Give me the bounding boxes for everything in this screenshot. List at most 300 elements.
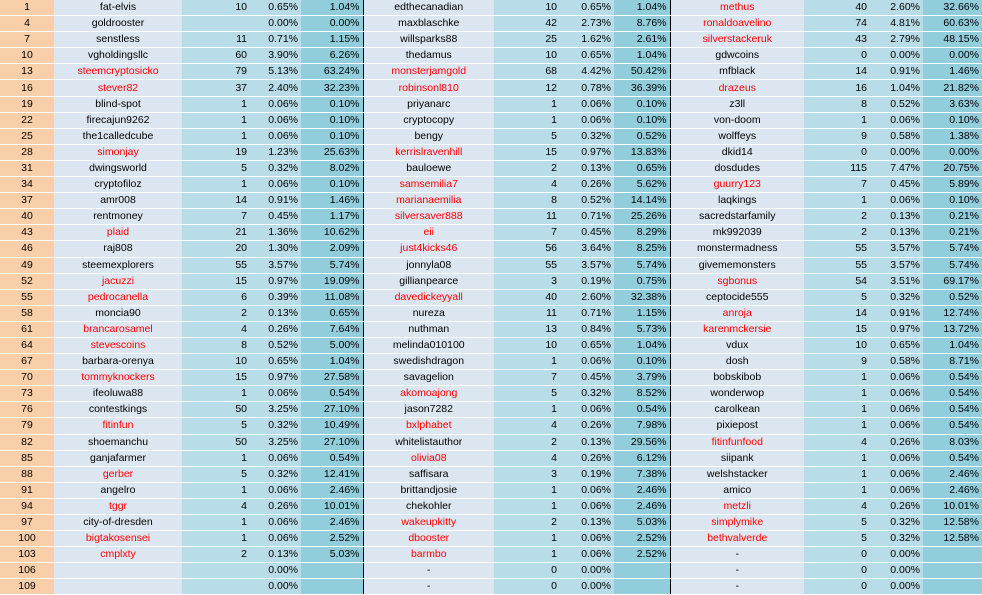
group-1-total-percent-cell[interactable]: 2.46% xyxy=(301,482,363,498)
group-1-total-percent-cell[interactable]: 7.64% xyxy=(301,321,363,337)
group-1-total-percent-cell[interactable]: 5.03% xyxy=(301,547,363,563)
group-1-name-cell[interactable]: vgholdingsllc xyxy=(54,48,182,64)
group-3-count-cell[interactable]: 14 xyxy=(804,305,870,321)
group-2-count-cell[interactable]: 1 xyxy=(494,498,560,514)
group-2-total-percent-cell[interactable]: 29.56% xyxy=(614,434,670,450)
group-2-name-cell[interactable]: bxlphabet xyxy=(363,418,494,434)
group-3-name-cell[interactable]: dosh xyxy=(670,354,804,370)
group-1-name-cell[interactable]: ifeoluwa88 xyxy=(54,386,182,402)
row-index-cell[interactable]: 73 xyxy=(0,386,54,402)
row-index-cell[interactable]: 100 xyxy=(0,531,54,547)
group-2-name-cell[interactable]: davedickeyyall xyxy=(363,289,494,305)
group-1-percent-cell[interactable]: 0.39% xyxy=(250,289,301,305)
group-1-percent-cell[interactable]: 0.13% xyxy=(250,305,301,321)
group-3-count-cell[interactable]: 1 xyxy=(804,386,870,402)
group-2-count-cell[interactable]: 1 xyxy=(494,354,560,370)
group-3-percent-cell[interactable]: 2.60% xyxy=(870,0,923,16)
group-1-total-percent-cell[interactable]: 27.58% xyxy=(301,370,363,386)
group-2-name-cell[interactable]: - xyxy=(363,579,494,595)
group-1-percent-cell[interactable]: 0.32% xyxy=(250,418,301,434)
group-1-total-percent-cell[interactable]: 1.17% xyxy=(301,209,363,225)
group-2-percent-cell[interactable]: 0.06% xyxy=(560,482,614,498)
group-3-total-percent-cell[interactable]: 12.74% xyxy=(923,305,982,321)
group-2-name-cell[interactable]: edthecanadian xyxy=(363,0,494,16)
group-3-total-percent-cell[interactable]: 5.74% xyxy=(923,241,982,257)
group-2-name-cell[interactable]: eii xyxy=(363,225,494,241)
group-3-total-percent-cell[interactable]: 0.54% xyxy=(923,418,982,434)
group-3-name-cell[interactable]: monstermadness xyxy=(670,241,804,257)
group-1-total-percent-cell[interactable]: 0.65% xyxy=(301,305,363,321)
group-2-percent-cell[interactable]: 0.26% xyxy=(560,418,614,434)
group-2-total-percent-cell[interactable]: 0.52% xyxy=(614,128,670,144)
row-index-cell[interactable]: 55 xyxy=(0,289,54,305)
group-3-name-cell[interactable]: welshstacker xyxy=(670,466,804,482)
group-3-percent-cell[interactable]: 0.06% xyxy=(870,450,923,466)
group-1-count-cell[interactable]: 4 xyxy=(182,498,250,514)
group-3-name-cell[interactable]: mfblack xyxy=(670,64,804,80)
group-3-percent-cell[interactable]: 0.32% xyxy=(870,531,923,547)
group-1-name-cell[interactable] xyxy=(54,579,182,595)
group-3-percent-cell[interactable]: 0.58% xyxy=(870,128,923,144)
group-1-count-cell[interactable]: 10 xyxy=(182,0,250,16)
group-3-percent-cell[interactable]: 7.47% xyxy=(870,160,923,176)
group-3-total-percent-cell[interactable]: 12.58% xyxy=(923,515,982,531)
group-3-name-cell[interactable]: z3ll xyxy=(670,96,804,112)
group-2-percent-cell[interactable]: 0.45% xyxy=(560,370,614,386)
group-1-total-percent-cell[interactable]: 2.09% xyxy=(301,241,363,257)
row-index-cell[interactable]: 49 xyxy=(0,257,54,273)
row-index-cell[interactable]: 22 xyxy=(0,112,54,128)
row-index-cell[interactable]: 97 xyxy=(0,515,54,531)
group-2-percent-cell[interactable]: 0.84% xyxy=(560,321,614,337)
group-2-count-cell[interactable]: 1 xyxy=(494,402,560,418)
group-2-name-cell[interactable]: willsparks88 xyxy=(363,32,494,48)
group-3-percent-cell[interactable]: 0.58% xyxy=(870,354,923,370)
group-1-count-cell[interactable]: 5 xyxy=(182,160,250,176)
group-2-total-percent-cell[interactable]: 0.75% xyxy=(614,273,670,289)
group-3-count-cell[interactable]: 115 xyxy=(804,160,870,176)
group-3-name-cell[interactable]: sacredstarfamily xyxy=(670,209,804,225)
group-2-percent-cell[interactable]: 0.71% xyxy=(560,305,614,321)
group-2-total-percent-cell[interactable]: 0.65% xyxy=(614,160,670,176)
group-2-count-cell[interactable]: 1 xyxy=(494,112,560,128)
row-index-cell[interactable]: 25 xyxy=(0,128,54,144)
group-3-percent-cell[interactable]: 0.52% xyxy=(870,96,923,112)
group-2-count-cell[interactable]: 68 xyxy=(494,64,560,80)
group-1-percent-cell[interactable]: 0.13% xyxy=(250,547,301,563)
group-2-percent-cell[interactable]: 0.32% xyxy=(560,128,614,144)
group-3-total-percent-cell[interactable]: 0.10% xyxy=(923,112,982,128)
group-1-total-percent-cell[interactable]: 27.10% xyxy=(301,402,363,418)
group-3-percent-cell[interactable]: 3.57% xyxy=(870,241,923,257)
group-3-total-percent-cell[interactable] xyxy=(923,579,982,595)
group-2-total-percent-cell[interactable]: 1.15% xyxy=(614,305,670,321)
group-2-percent-cell[interactable]: 0.06% xyxy=(560,498,614,514)
group-1-percent-cell[interactable]: 1.36% xyxy=(250,225,301,241)
group-2-total-percent-cell[interactable]: 36.39% xyxy=(614,80,670,96)
group-3-name-cell[interactable]: wolffeys xyxy=(670,128,804,144)
group-3-count-cell[interactable]: 43 xyxy=(804,32,870,48)
group-1-count-cell[interactable]: 1 xyxy=(182,177,250,193)
group-2-percent-cell[interactable]: 0.65% xyxy=(560,337,614,353)
group-3-percent-cell[interactable]: 0.06% xyxy=(870,193,923,209)
group-1-name-cell[interactable]: bigtakosensei xyxy=(54,531,182,547)
row-index-cell[interactable]: 10 xyxy=(0,48,54,64)
group-1-count-cell[interactable]: 20 xyxy=(182,241,250,257)
group-3-percent-cell[interactable]: 0.26% xyxy=(870,434,923,450)
group-1-total-percent-cell[interactable]: 0.10% xyxy=(301,128,363,144)
group-1-count-cell[interactable]: 10 xyxy=(182,354,250,370)
group-3-percent-cell[interactable]: 3.51% xyxy=(870,273,923,289)
group-2-percent-cell[interactable]: 0.26% xyxy=(560,450,614,466)
group-2-total-percent-cell[interactable]: 6.12% xyxy=(614,450,670,466)
group-2-percent-cell[interactable]: 0.06% xyxy=(560,547,614,563)
group-2-count-cell[interactable]: 0 xyxy=(494,563,560,579)
group-2-name-cell[interactable]: chekohler xyxy=(363,498,494,514)
group-1-total-percent-cell[interactable]: 6.26% xyxy=(301,48,363,64)
row-index-cell[interactable]: 19 xyxy=(0,96,54,112)
group-1-percent-cell[interactable]: 0.45% xyxy=(250,209,301,225)
group-2-percent-cell[interactable]: 0.13% xyxy=(560,434,614,450)
group-3-total-percent-cell[interactable] xyxy=(923,547,982,563)
group-1-total-percent-cell[interactable]: 10.49% xyxy=(301,418,363,434)
row-index-cell[interactable]: 79 xyxy=(0,418,54,434)
row-index-cell[interactable]: 103 xyxy=(0,547,54,563)
group-1-name-cell[interactable]: plaid xyxy=(54,225,182,241)
group-2-name-cell[interactable]: barmbo xyxy=(363,547,494,563)
group-3-name-cell[interactable]: sgbonus xyxy=(670,273,804,289)
group-1-percent-cell[interactable]: 0.91% xyxy=(250,193,301,209)
group-2-count-cell[interactable]: 10 xyxy=(494,48,560,64)
group-3-name-cell[interactable]: - xyxy=(670,547,804,563)
group-1-percent-cell[interactable]: 0.00% xyxy=(250,563,301,579)
group-3-count-cell[interactable]: 1 xyxy=(804,193,870,209)
group-2-total-percent-cell[interactable]: 1.04% xyxy=(614,0,670,16)
group-3-percent-cell[interactable]: 0.91% xyxy=(870,305,923,321)
group-3-total-percent-cell[interactable]: 0.52% xyxy=(923,289,982,305)
group-2-total-percent-cell[interactable]: 8.25% xyxy=(614,241,670,257)
group-1-name-cell[interactable]: firecajun9262 xyxy=(54,112,182,128)
group-2-count-cell[interactable]: 7 xyxy=(494,225,560,241)
row-index-cell[interactable]: 13 xyxy=(0,64,54,80)
group-2-name-cell[interactable]: brittandjosie xyxy=(363,482,494,498)
group-2-percent-cell[interactable]: 0.45% xyxy=(560,225,614,241)
group-3-percent-cell[interactable]: 0.13% xyxy=(870,209,923,225)
group-2-percent-cell[interactable]: 0.00% xyxy=(560,579,614,595)
group-1-name-cell[interactable]: city-of-dresden xyxy=(54,515,182,531)
group-2-percent-cell[interactable]: 0.65% xyxy=(560,48,614,64)
group-1-percent-cell[interactable]: 0.06% xyxy=(250,128,301,144)
group-2-total-percent-cell[interactable]: 7.98% xyxy=(614,418,670,434)
group-1-percent-cell[interactable]: 0.65% xyxy=(250,354,301,370)
group-1-name-cell[interactable]: contestkings xyxy=(54,402,182,418)
group-2-name-cell[interactable]: thedamus xyxy=(363,48,494,64)
group-3-count-cell[interactable]: 1 xyxy=(804,466,870,482)
group-1-total-percent-cell[interactable]: 0.54% xyxy=(301,386,363,402)
row-index-cell[interactable]: 64 xyxy=(0,337,54,353)
group-3-total-percent-cell[interactable]: 2.46% xyxy=(923,482,982,498)
group-3-count-cell[interactable]: 54 xyxy=(804,273,870,289)
group-3-name-cell[interactable]: - xyxy=(670,563,804,579)
group-1-count-cell[interactable]: 2 xyxy=(182,547,250,563)
group-2-name-cell[interactable]: - xyxy=(363,563,494,579)
group-3-total-percent-cell[interactable]: 0.00% xyxy=(923,48,982,64)
row-index-cell[interactable]: 40 xyxy=(0,209,54,225)
group-1-percent-cell[interactable]: 0.00% xyxy=(250,579,301,595)
group-2-percent-cell[interactable]: 4.42% xyxy=(560,64,614,80)
group-3-name-cell[interactable]: fitinfunfood xyxy=(670,434,804,450)
group-1-percent-cell[interactable]: 2.40% xyxy=(250,80,301,96)
group-1-name-cell[interactable]: senstless xyxy=(54,32,182,48)
group-3-total-percent-cell[interactable]: 8.03% xyxy=(923,434,982,450)
group-1-count-cell[interactable]: 1 xyxy=(182,96,250,112)
group-2-total-percent-cell[interactable]: 1.04% xyxy=(614,48,670,64)
group-1-total-percent-cell[interactable]: 1.04% xyxy=(301,354,363,370)
group-1-count-cell[interactable]: 1 xyxy=(182,515,250,531)
group-3-total-percent-cell[interactable]: 20.75% xyxy=(923,160,982,176)
group-2-percent-cell[interactable]: 0.06% xyxy=(560,354,614,370)
group-1-name-cell[interactable]: rentmoney xyxy=(54,209,182,225)
group-1-name-cell[interactable]: brancarosamel xyxy=(54,321,182,337)
group-3-percent-cell[interactable]: 0.06% xyxy=(870,402,923,418)
group-2-percent-cell[interactable]: 0.32% xyxy=(560,386,614,402)
group-2-count-cell[interactable]: 3 xyxy=(494,273,560,289)
group-1-count-cell[interactable]: 79 xyxy=(182,64,250,80)
group-1-percent-cell[interactable]: 3.25% xyxy=(250,434,301,450)
group-1-name-cell[interactable]: stever82 xyxy=(54,80,182,96)
group-3-percent-cell[interactable]: 0.32% xyxy=(870,515,923,531)
group-2-count-cell[interactable]: 15 xyxy=(494,144,560,160)
group-2-name-cell[interactable]: samsemilia7 xyxy=(363,177,494,193)
group-1-name-cell[interactable]: amr008 xyxy=(54,193,182,209)
group-1-name-cell[interactable]: raj808 xyxy=(54,241,182,257)
group-3-count-cell[interactable]: 0 xyxy=(804,579,870,595)
group-3-count-cell[interactable]: 0 xyxy=(804,144,870,160)
group-2-total-percent-cell[interactable]: 0.10% xyxy=(614,96,670,112)
group-1-percent-cell[interactable]: 0.52% xyxy=(250,337,301,353)
group-1-total-percent-cell[interactable]: 2.46% xyxy=(301,515,363,531)
group-3-count-cell[interactable]: 74 xyxy=(804,16,870,32)
group-2-count-cell[interactable]: 25 xyxy=(494,32,560,48)
group-3-percent-cell[interactable]: 0.45% xyxy=(870,177,923,193)
group-2-count-cell[interactable]: 3 xyxy=(494,466,560,482)
group-3-percent-cell[interactable]: 0.26% xyxy=(870,498,923,514)
group-2-name-cell[interactable]: cryptocopy xyxy=(363,112,494,128)
group-3-total-percent-cell[interactable]: 1.04% xyxy=(923,337,982,353)
group-3-count-cell[interactable]: 7 xyxy=(804,177,870,193)
group-3-name-cell[interactable]: drazeus xyxy=(670,80,804,96)
row-index-cell[interactable]: 34 xyxy=(0,177,54,193)
group-1-count-cell[interactable]: 37 xyxy=(182,80,250,96)
group-1-percent-cell[interactable]: 0.26% xyxy=(250,498,301,514)
group-2-total-percent-cell[interactable]: 2.52% xyxy=(614,547,670,563)
group-3-count-cell[interactable]: 4 xyxy=(804,498,870,514)
group-3-name-cell[interactable]: vdux xyxy=(670,337,804,353)
group-1-percent-cell[interactable]: 0.97% xyxy=(250,273,301,289)
group-3-total-percent-cell[interactable]: 0.21% xyxy=(923,209,982,225)
group-3-name-cell[interactable]: carolkean xyxy=(670,402,804,418)
group-1-total-percent-cell[interactable]: 8.02% xyxy=(301,160,363,176)
group-2-percent-cell[interactable]: 0.06% xyxy=(560,112,614,128)
group-1-name-cell[interactable]: simonjay xyxy=(54,144,182,160)
group-2-percent-cell[interactable]: 0.52% xyxy=(560,193,614,209)
group-1-count-cell[interactable]: 19 xyxy=(182,144,250,160)
group-1-total-percent-cell[interactable]: 63.24% xyxy=(301,64,363,80)
group-3-total-percent-cell[interactable]: 12.58% xyxy=(923,531,982,547)
group-1-count-cell[interactable]: 1 xyxy=(182,112,250,128)
group-1-name-cell[interactable]: gerber xyxy=(54,466,182,482)
row-index-cell[interactable]: 16 xyxy=(0,80,54,96)
group-3-name-cell[interactable]: von-doom xyxy=(670,112,804,128)
group-1-percent-cell[interactable]: 0.06% xyxy=(250,531,301,547)
group-2-total-percent-cell[interactable]: 2.46% xyxy=(614,482,670,498)
group-2-total-percent-cell[interactable]: 5.74% xyxy=(614,257,670,273)
group-3-total-percent-cell[interactable]: 0.21% xyxy=(923,225,982,241)
group-3-total-percent-cell[interactable]: 13.72% xyxy=(923,321,982,337)
group-2-total-percent-cell[interactable]: 5.62% xyxy=(614,177,670,193)
group-2-name-cell[interactable]: akomoajong xyxy=(363,386,494,402)
group-1-count-cell[interactable]: 5 xyxy=(182,418,250,434)
row-index-cell[interactable]: 4 xyxy=(0,16,54,32)
group-3-percent-cell[interactable]: 0.32% xyxy=(870,289,923,305)
row-index-cell[interactable]: 43 xyxy=(0,225,54,241)
group-3-count-cell[interactable]: 0 xyxy=(804,48,870,64)
group-3-name-cell[interactable]: laqkings xyxy=(670,193,804,209)
group-3-count-cell[interactable]: 15 xyxy=(804,321,870,337)
group-2-count-cell[interactable]: 2 xyxy=(494,515,560,531)
group-2-percent-cell[interactable]: 2.60% xyxy=(560,289,614,305)
group-2-count-cell[interactable]: 4 xyxy=(494,177,560,193)
group-3-percent-cell[interactable]: 4.81% xyxy=(870,16,923,32)
group-2-name-cell[interactable]: priyanarc xyxy=(363,96,494,112)
group-3-total-percent-cell[interactable] xyxy=(923,563,982,579)
group-1-count-cell[interactable]: 5 xyxy=(182,466,250,482)
group-2-name-cell[interactable]: silversaver888 xyxy=(363,209,494,225)
group-3-total-percent-cell[interactable]: 10.01% xyxy=(923,498,982,514)
group-3-total-percent-cell[interactable]: 2.46% xyxy=(923,466,982,482)
group-1-percent-cell[interactable]: 0.00% xyxy=(250,16,301,32)
group-2-percent-cell[interactable]: 0.65% xyxy=(560,0,614,16)
group-3-total-percent-cell[interactable]: 0.00% xyxy=(923,144,982,160)
row-index-cell[interactable]: 94 xyxy=(0,498,54,514)
group-2-count-cell[interactable]: 40 xyxy=(494,289,560,305)
group-3-name-cell[interactable]: ronaldoavelino xyxy=(670,16,804,32)
group-2-count-cell[interactable]: 2 xyxy=(494,434,560,450)
group-2-count-cell[interactable]: 13 xyxy=(494,321,560,337)
group-2-total-percent-cell[interactable]: 14.14% xyxy=(614,193,670,209)
group-1-count-cell[interactable]: 15 xyxy=(182,273,250,289)
group-1-name-cell[interactable]: fitinfun xyxy=(54,418,182,434)
group-1-count-cell[interactable]: 50 xyxy=(182,434,250,450)
group-1-percent-cell[interactable]: 0.06% xyxy=(250,482,301,498)
group-2-total-percent-cell[interactable]: 7.38% xyxy=(614,466,670,482)
group-1-total-percent-cell[interactable]: 2.52% xyxy=(301,531,363,547)
group-1-total-percent-cell[interactable]: 11.08% xyxy=(301,289,363,305)
row-index-cell[interactable]: 76 xyxy=(0,402,54,418)
group-3-total-percent-cell[interactable]: 0.10% xyxy=(923,193,982,209)
group-3-count-cell[interactable]: 1 xyxy=(804,418,870,434)
group-3-count-cell[interactable]: 40 xyxy=(804,0,870,16)
group-3-name-cell[interactable]: siipank xyxy=(670,450,804,466)
group-2-percent-cell[interactable]: 3.57% xyxy=(560,257,614,273)
group-1-name-cell[interactable]: fat-elvis xyxy=(54,0,182,16)
group-1-total-percent-cell[interactable]: 27.10% xyxy=(301,434,363,450)
row-index-cell[interactable]: 1 xyxy=(0,0,54,16)
group-1-total-percent-cell[interactable]: 1.15% xyxy=(301,32,363,48)
group-1-total-percent-cell[interactable]: 19.09% xyxy=(301,273,363,289)
group-1-name-cell[interactable]: shoemanchu xyxy=(54,434,182,450)
group-2-count-cell[interactable]: 1 xyxy=(494,547,560,563)
group-2-percent-cell[interactable]: 2.73% xyxy=(560,16,614,32)
group-1-total-percent-cell[interactable]: 5.74% xyxy=(301,257,363,273)
group-3-percent-cell[interactable]: 1.04% xyxy=(870,80,923,96)
group-2-percent-cell[interactable]: 0.06% xyxy=(560,402,614,418)
group-1-percent-cell[interactable]: 1.23% xyxy=(250,144,301,160)
group-2-count-cell[interactable]: 7 xyxy=(494,370,560,386)
group-2-percent-cell[interactable]: 0.13% xyxy=(560,160,614,176)
group-3-total-percent-cell[interactable]: 0.54% xyxy=(923,402,982,418)
row-index-cell[interactable]: 58 xyxy=(0,305,54,321)
group-1-total-percent-cell[interactable]: 12.41% xyxy=(301,466,363,482)
group-2-total-percent-cell[interactable]: 25.26% xyxy=(614,209,670,225)
group-3-percent-cell[interactable]: 0.00% xyxy=(870,144,923,160)
group-1-total-percent-cell[interactable]: 0.10% xyxy=(301,112,363,128)
row-index-cell[interactable]: 88 xyxy=(0,466,54,482)
group-3-count-cell[interactable]: 1 xyxy=(804,482,870,498)
group-2-total-percent-cell[interactable]: 8.29% xyxy=(614,225,670,241)
group-1-percent-cell[interactable]: 0.06% xyxy=(250,96,301,112)
group-2-name-cell[interactable]: gillianpearce xyxy=(363,273,494,289)
group-3-count-cell[interactable]: 2 xyxy=(804,209,870,225)
row-index-cell[interactable]: 28 xyxy=(0,144,54,160)
group-3-count-cell[interactable]: 14 xyxy=(804,64,870,80)
group-2-count-cell[interactable]: 56 xyxy=(494,241,560,257)
group-3-percent-cell[interactable]: 0.00% xyxy=(870,579,923,595)
group-3-percent-cell[interactable]: 0.00% xyxy=(870,563,923,579)
group-1-count-cell[interactable]: 1 xyxy=(182,531,250,547)
group-1-count-cell[interactable] xyxy=(182,579,250,595)
group-2-total-percent-cell[interactable]: 0.54% xyxy=(614,402,670,418)
group-2-total-percent-cell[interactable] xyxy=(614,579,670,595)
group-1-total-percent-cell[interactable]: 0.54% xyxy=(301,450,363,466)
group-3-percent-cell[interactable]: 3.57% xyxy=(870,257,923,273)
group-2-percent-cell[interactable]: 0.71% xyxy=(560,209,614,225)
group-2-total-percent-cell[interactable]: 8.52% xyxy=(614,386,670,402)
group-3-total-percent-cell[interactable]: 1.38% xyxy=(923,128,982,144)
group-3-total-percent-cell[interactable]: 69.17% xyxy=(923,273,982,289)
group-3-percent-cell[interactable]: 0.06% xyxy=(870,112,923,128)
group-3-name-cell[interactable]: wonderwop xyxy=(670,386,804,402)
group-3-total-percent-cell[interactable]: 5.89% xyxy=(923,177,982,193)
group-2-count-cell[interactable]: 4 xyxy=(494,450,560,466)
group-3-count-cell[interactable]: 55 xyxy=(804,241,870,257)
group-1-name-cell[interactable]: steemexplorers xyxy=(54,257,182,273)
group-1-name-cell[interactable]: the1calledcube xyxy=(54,128,182,144)
group-2-count-cell[interactable]: 5 xyxy=(494,386,560,402)
group-3-name-cell[interactable]: silverstackeruk xyxy=(670,32,804,48)
group-1-total-percent-cell[interactable]: 10.01% xyxy=(301,498,363,514)
group-1-count-cell[interactable]: 4 xyxy=(182,321,250,337)
group-3-name-cell[interactable]: dkid14 xyxy=(670,144,804,160)
group-3-percent-cell[interactable]: 2.79% xyxy=(870,32,923,48)
group-2-total-percent-cell[interactable]: 8.76% xyxy=(614,16,670,32)
group-1-name-cell[interactable]: cmplxty xyxy=(54,547,182,563)
group-2-total-percent-cell[interactable]: 5.73% xyxy=(614,321,670,337)
group-1-total-percent-cell[interactable]: 0.10% xyxy=(301,177,363,193)
group-2-name-cell[interactable]: saffisara xyxy=(363,466,494,482)
group-2-count-cell[interactable]: 1 xyxy=(494,96,560,112)
group-3-name-cell[interactable]: metzli xyxy=(670,498,804,514)
